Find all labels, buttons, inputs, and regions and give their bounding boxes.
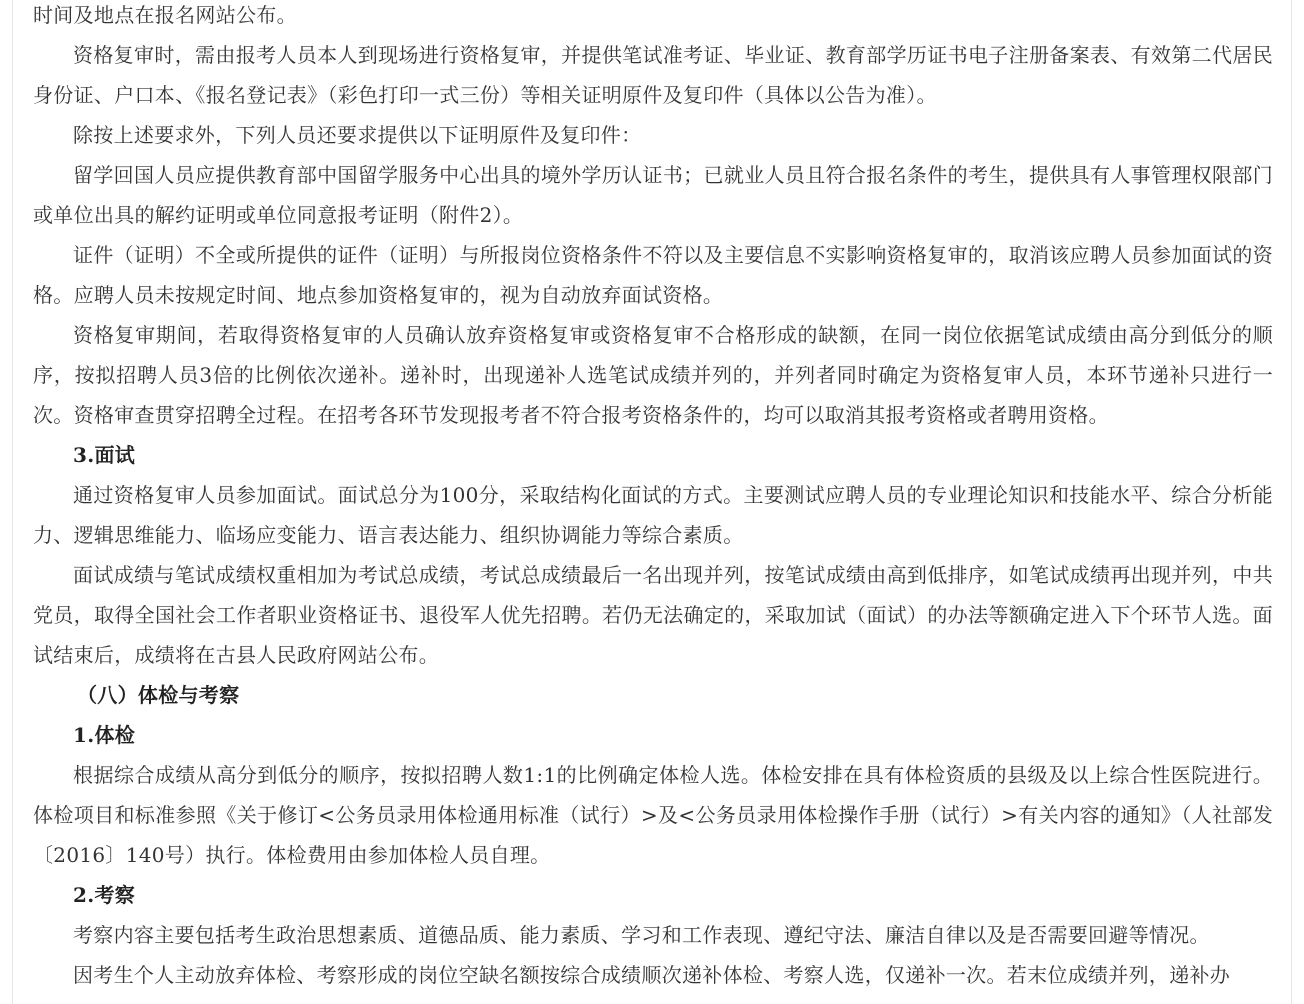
- paragraph-requalification-documents: 资格复审时，需由报考人员本人到现场进行资格复审，并提供笔试准考证、毕业证、教育部学历证书电子注册备案表、有效第二代居民身份证、户口本、《报名登记表》（彩色打印一式三份）等相关证明原件及复印件（具体以公告为准）。: [33, 43, 1273, 107]
- paragraph-overseas-and-employed: 留学回国人员应提供教育部中国留学服务中心出具的境外学历认证书；已就业人员且符合报名条件的考生，提供具有人事管理权限部门或单位出具的解约证明或单位同意报考证明（附件2）。: [33, 163, 1273, 227]
- heading-section-eight: （八）体检与考察: [77, 683, 240, 707]
- heading-interview: 3.面试: [73, 443, 136, 467]
- paragraph-incomplete-documents: 证件（证明）不全或所提供的证件（证明）与所报岗位资格条件不符以及主要信息不实影响资格复审的，取消该应聘人员参加面试的资格。应聘人员未按规定时间、地点参加资格复审的，视为自动放弃面试资格。: [33, 243, 1273, 307]
- paragraph-additional-requirements: 除按上述要求外，下列人员还要求提供以下证明原件及复印件：: [73, 123, 642, 147]
- paragraph-physical-exam: 根据综合成绩从高分到低分的顺序，按拟招聘人数1:1的比例确定体检人选。体检安排在具有体检资质的县级及以上综合性医院进行。体检项目和标准参照《关于修订<公务员录用体检通用标准（试行）>及<公务员录用体检操作手册（试行）>有关内容的通知》（人社部发〔2016〕140号）执行。体检费用由参加体检人员自理。: [33, 763, 1273, 867]
- left-border-rule: [12, 0, 13, 1004]
- paragraph-vacancy-replacement: 资格复审期间，若取得资格复审的人员确认放弃资格复审或资格复审不合格形成的缺额，在同一岗位依据笔试成绩由高分到低分的顺序，按拟招聘人员3倍的比例依次递补。递补时，出现递补人选笔试成绩并列的，并列者同时确定为资格复审人员，本环节递补只进行一次。资格审查贯穿招聘全过程。在招考各环节发现报考者不符合报考资格条件的，均可以取消其报考资格或者聘用资格。: [33, 323, 1273, 427]
- paragraph-total-score: 面试成绩与笔试成绩权重相加为考试总成绩，考试总成绩最后一名出现并列，按笔试成绩由高到低排序，如笔试成绩再出现并列，中共党员，取得全国社会工作者职业资格证书、退役军人优先招聘。若仍无法确定的，采取加试（面试）的办法等额确定进入下个环节人选。面试结束后，成绩将在古县人民政府网站公布。: [33, 563, 1273, 667]
- paragraph-announcement-location: 时间及地点在报名网站公布。: [33, 3, 297, 27]
- paragraph-inspection-content: 考察内容主要包括考生政治思想素质、道德品质、能力素质、学习和工作表现、遵纪守法、廉洁自律以及是否需要回避等情况。: [73, 923, 1210, 947]
- article-body: [33, 0, 1273, 995]
- heading-inspection: 2.考察: [73, 883, 136, 907]
- paragraph-inspection-replacement: 因考生个人主动放弃体检、考察形成的岗位空缺名额按综合成绩顺次递补体检、考察人选，仅递补一次。若末位成绩并列，递补办: [73, 963, 1231, 987]
- right-border-rule: [1291, 0, 1292, 1004]
- paragraph-interview-format: 通过资格复审人员参加面试。面试总分为100分，采取结构化面试的方式。主要测试应聘人员的专业理论知识和技能水平、综合分析能力、逻辑思维能力、临场应变能力、语言表达能力、组织协调能力等综合素质。: [33, 483, 1273, 547]
- heading-physical-exam: 1.体检: [73, 723, 136, 747]
